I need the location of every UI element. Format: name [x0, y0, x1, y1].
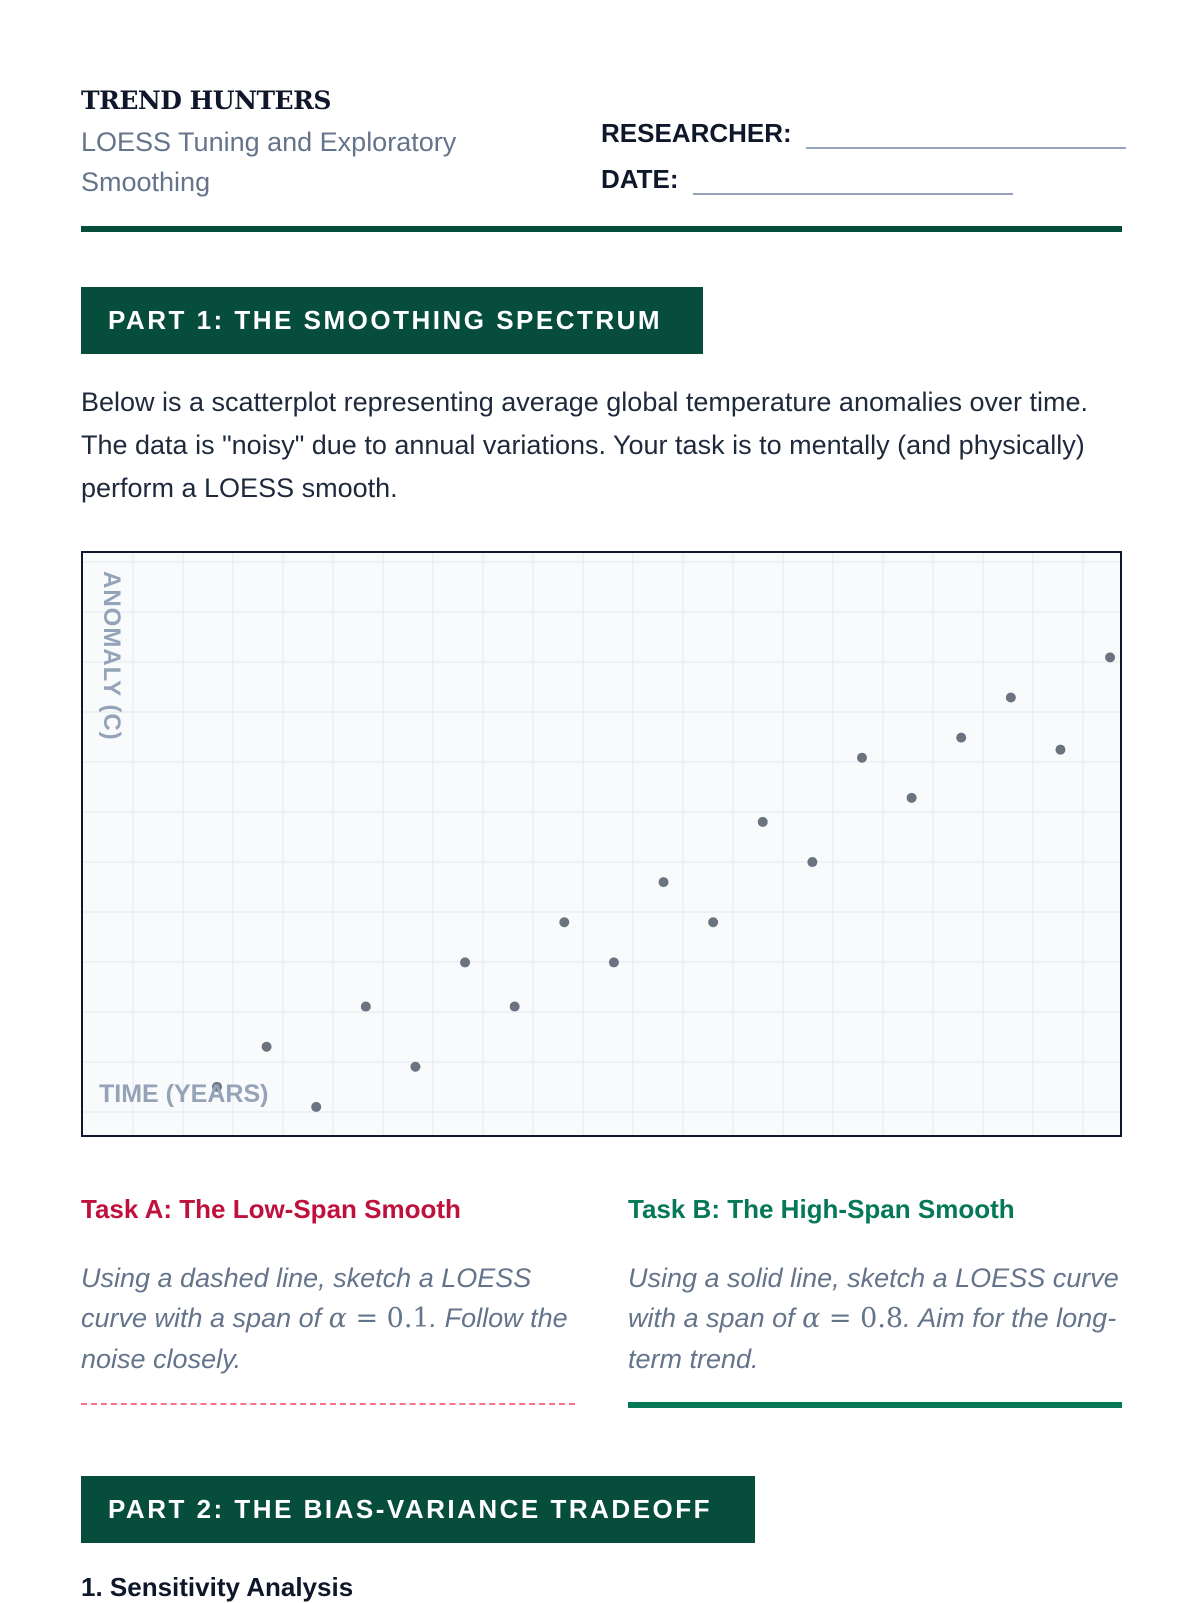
x-axis-label: TIME (YEARS): [99, 1080, 269, 1108]
data-point: [311, 1102, 321, 1112]
data-point: [609, 957, 619, 967]
date-label: DATE:: [601, 164, 679, 194]
data-point: [907, 793, 917, 803]
sensitivity-analysis-heading: 1. Sensitivity Analysis: [81, 1572, 354, 1602]
task-a-title: Task A: The Low-Span Smooth: [81, 1194, 461, 1224]
task-b-description: [628, 1258, 1122, 1379]
task-a-desc-post: . Follow the noise closely.: [81, 1303, 568, 1374]
scatter-chart-svg: [83, 553, 1120, 1135]
researcher-blank[interactable]: [806, 123, 1126, 149]
task-a-equals: =: [346, 1303, 387, 1334]
task-a-dashed-line: [81, 1403, 575, 1405]
task-b-desc-post: . Aim for the long-term trend.: [628, 1303, 1117, 1374]
data-point: [659, 877, 669, 887]
data-point: [1006, 692, 1016, 702]
chart-grid: [83, 553, 1120, 1135]
data-point: [1105, 652, 1115, 662]
data-point: [460, 957, 470, 967]
task-a-desc-pre: Using a dashed line, sketch a LOESS curve with a span of: [81, 1263, 532, 1333]
part1-intro: Below is a scatterplot representing average global temperature anomalies over time. The data is "noisy" due to annual variations. Your task is to mentally (and physically) perform a LOESS smooth.: [81, 387, 1089, 503]
task-b-desc-pre: Using a solid line, sketch a LOESS curve with a span of: [628, 1263, 1119, 1333]
researcher-label: RESEARCHER:: [601, 118, 792, 148]
task-b-span-value: 0.8: [860, 1303, 904, 1334]
task-a-alpha-symbol: α: [328, 1303, 347, 1334]
task-b-alpha-symbol: α: [802, 1303, 821, 1334]
data-point: [807, 857, 817, 867]
task-b-solid-line: [628, 1402, 1122, 1408]
date-field: [601, 164, 1013, 195]
date-blank[interactable]: [693, 169, 1013, 195]
scatter-chart: [81, 551, 1122, 1137]
data-point: [708, 917, 718, 927]
data-point: [956, 733, 966, 743]
worksheet-page: [81, 0, 1122, 1600]
data-point: [510, 1002, 520, 1012]
header-divider: [81, 226, 1122, 232]
task-a-span-value: 0.1: [386, 1303, 430, 1334]
data-point: [559, 917, 569, 927]
task-b-title: Task B: The High-Span Smooth: [628, 1194, 1015, 1224]
brand-title: TREND HUNTERS: [81, 86, 331, 115]
data-point: [361, 1002, 371, 1012]
part1-banner: PART 1: THE SMOOTHING SPECTRUM: [81, 287, 703, 354]
data-point: [857, 753, 867, 763]
data-point: [410, 1062, 420, 1072]
task-a-description: [81, 1258, 575, 1379]
researcher-field: [601, 118, 1126, 149]
part2-banner: PART 2: THE BIAS-VARIANCE TRADEOFF: [81, 1476, 755, 1543]
task-b-equals: =: [820, 1303, 861, 1334]
task-a: [81, 1194, 575, 1379]
worksheet-subtitle: LOESS Tuning and Exploratory Smoothing: [81, 127, 457, 197]
data-point: [758, 817, 768, 827]
data-point: [262, 1042, 272, 1052]
y-axis-label: ANOMALY (C): [98, 571, 125, 741]
data-point: [1055, 745, 1065, 755]
task-b: [628, 1194, 1122, 1379]
